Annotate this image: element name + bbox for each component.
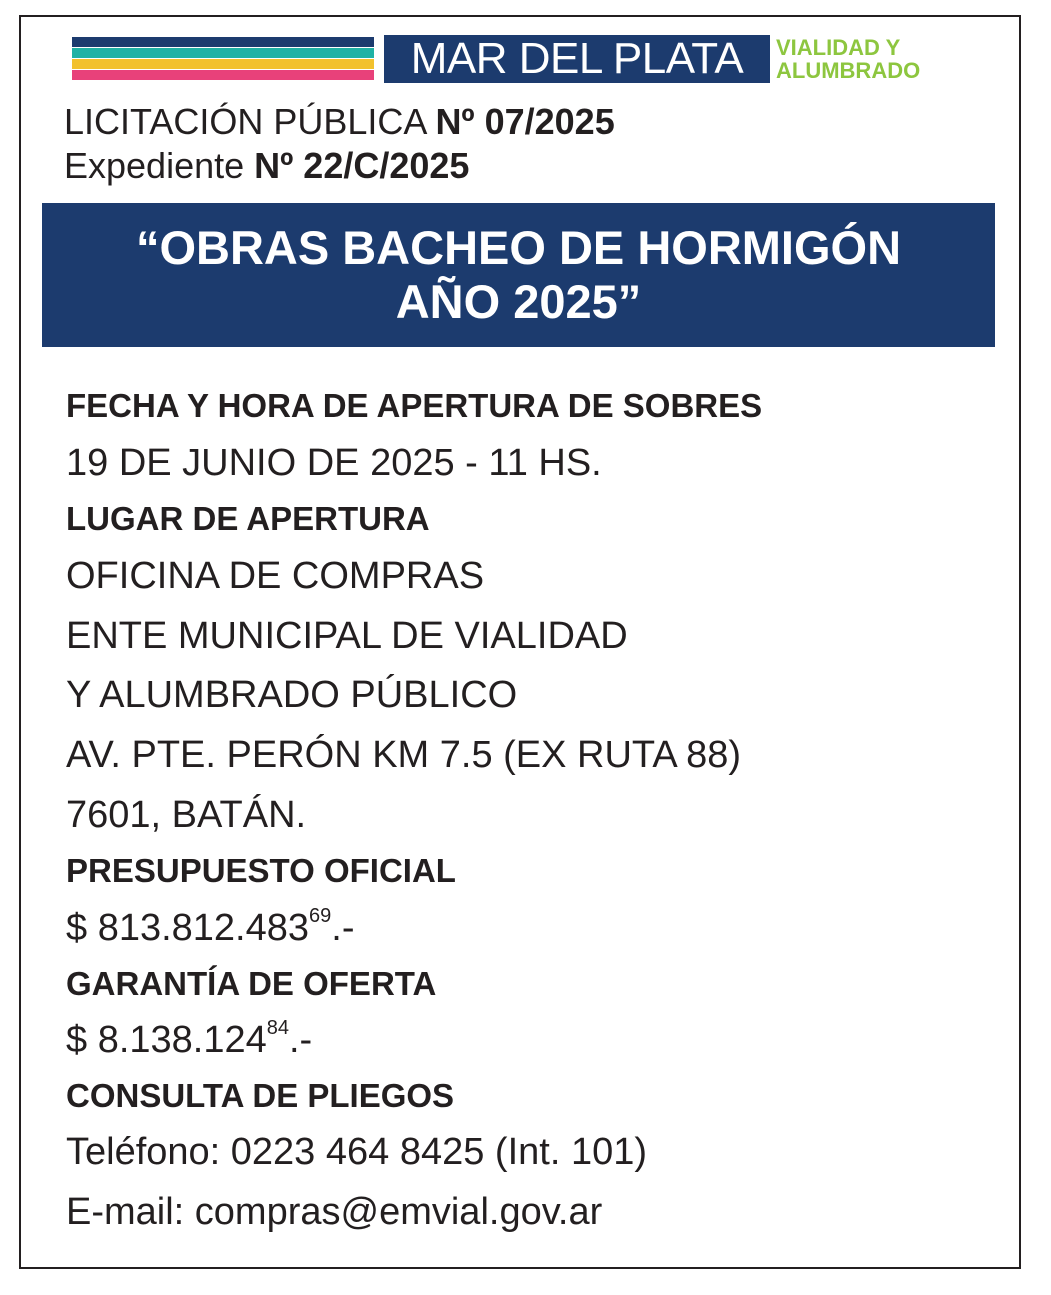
title-line-1: “OBRAS BACHEO DE HORMIGÓN bbox=[135, 221, 902, 274]
apertura-value: 19 DE JUNIO DE 2025 - 11 HS. bbox=[66, 442, 602, 484]
presupuesto-amount: $ 813.812.483 bbox=[66, 907, 310, 949]
stripe-yellow bbox=[72, 59, 374, 69]
title-banner bbox=[42, 203, 995, 347]
apertura-label: FECHA Y HORA DE APERTURA DE SOBRES bbox=[66, 387, 763, 424]
brand-name: MAR DEL PLATA bbox=[410, 34, 744, 83]
lugar-line-5: 7601, BATÁN. bbox=[66, 794, 307, 836]
title-line-2: AÑO 2025” bbox=[395, 275, 642, 328]
garantia-suffix: .- bbox=[289, 1019, 313, 1061]
presupuesto-suffix: .- bbox=[331, 907, 355, 949]
lugar-line-1: OFICINA DE COMPRAS bbox=[66, 555, 485, 597]
brand-subtitle-line1: VIALIDAD Y bbox=[776, 35, 901, 60]
brand-subtitle-line2: ALUMBRADO bbox=[776, 58, 921, 83]
expediente-line bbox=[64, 145, 469, 187]
lugar-label: LUGAR DE APERTURA bbox=[66, 500, 430, 537]
brand-logo-box bbox=[384, 35, 770, 83]
garantia-value bbox=[66, 1018, 312, 1062]
presupuesto-value bbox=[66, 906, 354, 950]
consulta-phone: Teléfono: 0223 464 8425 (Int. 101) bbox=[66, 1131, 648, 1173]
expediente-number: Nº 22/C/2025 bbox=[254, 145, 470, 186]
brand-stripes-logo bbox=[72, 37, 374, 81]
stripe-pink bbox=[72, 70, 374, 80]
stripe-navy bbox=[72, 37, 374, 47]
expediente-label: Expediente bbox=[64, 145, 255, 186]
presupuesto-cents: 69 bbox=[309, 905, 332, 928]
lugar-line-3: Y ALUMBRADO PÚBLICO bbox=[66, 674, 518, 716]
licitacion-label: LICITACIÓN PÚBLICA bbox=[64, 101, 436, 142]
licitacion-number: Nº 07/2025 bbox=[435, 101, 615, 142]
presupuesto-label: PRESUPUESTO OFICIAL bbox=[66, 852, 456, 889]
stripe-teal bbox=[72, 48, 374, 58]
consulta-email: E-mail: compras@emvial.gov.ar bbox=[66, 1191, 603, 1233]
garantia-label: GARANTÍA DE OFERTA bbox=[66, 965, 437, 1002]
garantia-amount: $ 8.138.124 bbox=[66, 1019, 267, 1061]
consulta-label: CONSULTA DE PLIEGOS bbox=[66, 1077, 455, 1114]
licitacion-line bbox=[64, 101, 615, 143]
garantia-cents: 84 bbox=[266, 1017, 289, 1040]
brand-subtitle bbox=[776, 36, 920, 82]
lugar-line-2: ENTE MUNICIPAL DE VIALIDAD bbox=[66, 615, 628, 657]
lugar-line-4: AV. PTE. PERÓN KM 7.5 (EX RUTA 88) bbox=[66, 734, 742, 776]
